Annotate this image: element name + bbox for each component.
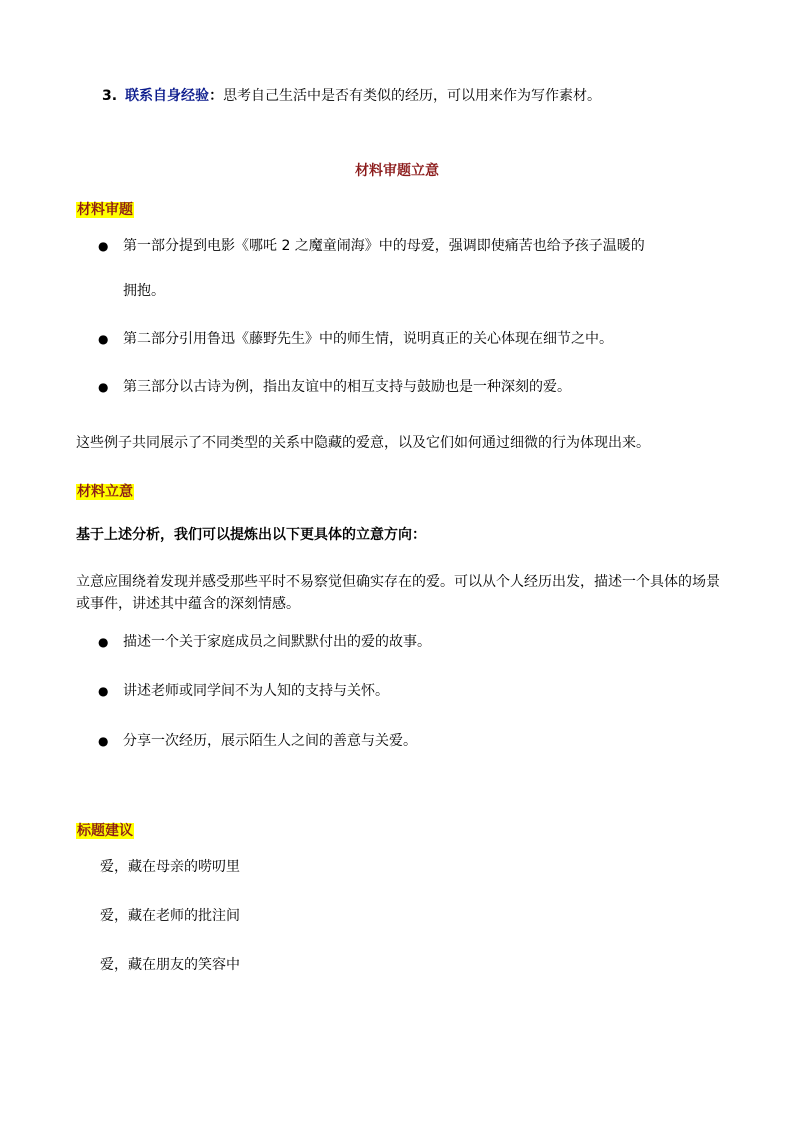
shenti-summary: 这些例子共同展示了不同类型的关系中隐藏的爱意，以及它们如何通过细微的行为体现出来。	[76, 435, 650, 451]
titles-heading: 标题建议	[77, 823, 133, 839]
titles-heading-wrap	[76, 820, 134, 840]
bullet-dot-icon: ●	[98, 635, 109, 649]
bullet-text: 第二部分引用鲁迅《藤野先生》中的师生情，说明真正的关心体现在细节之中。	[123, 331, 613, 347]
liyi-intro: 基于上述分析，我们可以提炼出以下更具体的立意方向：	[76, 527, 426, 543]
bullet-dot-icon: ●	[98, 734, 109, 748]
item-number: 3.	[102, 88, 118, 104]
section-title: 材料审题立意	[355, 163, 439, 179]
item-text: 思考自己生活中是否有类似的经历，可以用来作为写作素材。	[223, 88, 602, 104]
liyi-heading-wrap	[76, 481, 134, 501]
bullet-dot-icon: ●	[98, 239, 109, 253]
bullet-text: 第三部分以古诗为例，指出友谊中的相互支持与鼓励也是一种深刻的爱。	[123, 379, 571, 395]
bullet-dot-icon: ●	[98, 380, 109, 394]
title-suggestion-1: 爱，藏在母亲的唠叨里	[100, 859, 240, 875]
shenti-bullet-1-continuation: 拥抱。	[123, 283, 165, 299]
liyi-heading: 材料立意	[77, 484, 133, 500]
item-key-phrase: 联系自身经验	[125, 88, 210, 104]
bullet-dot-icon: ●	[98, 332, 109, 346]
liyi-paragraph: 立意应围绕着发现并感受那些平时不易察觉但确实存在的爱。可以从个人经历出发，描述一个具体的场景或事件，讲述其中蕴含的深刻情感。	[76, 574, 720, 612]
shenti-heading: 材料审题	[77, 202, 133, 218]
bullet-text: 讲述老师或同学间不为人知的支持与关怀。	[123, 683, 389, 699]
bullet-dot-icon: ●	[98, 684, 109, 698]
title-suggestion-3: 爱，藏在朋友的笑容中	[100, 957, 240, 973]
bullet-text: 第一部分提到电影《哪吒 2 之魔童闹海》中的母爱，强调即使痛苦也给予孩子温暖的	[123, 238, 645, 254]
shenti-heading-wrap	[76, 199, 134, 219]
title-suggestion-2: 爱，藏在老师的批注间	[100, 908, 240, 924]
item-colon: ：	[209, 88, 224, 104]
bullet-text: 分享一次经历，展示陌生人之间的善意与关爱。	[123, 733, 417, 749]
bullet-text: 描述一个关于家庭成员之间默默付出的爱的故事。	[123, 634, 431, 650]
numbered-item-3	[102, 86, 601, 106]
